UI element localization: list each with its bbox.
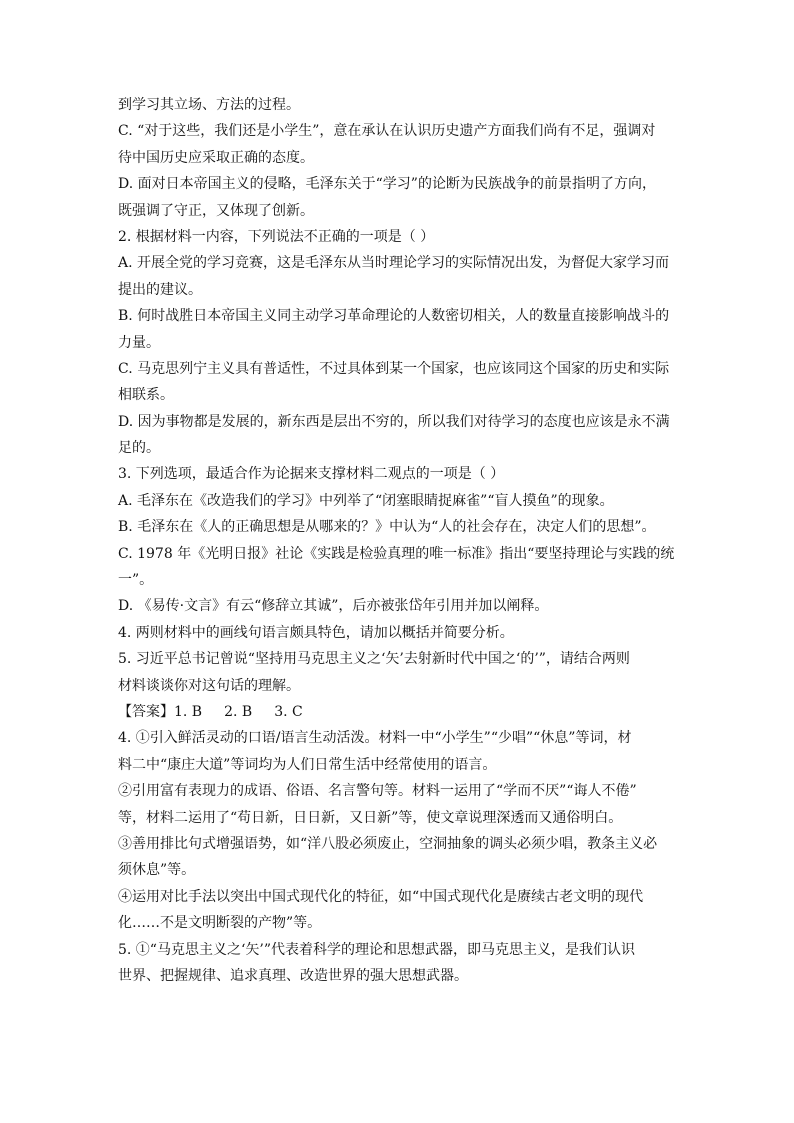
- answer-item: 1. B: [174, 703, 203, 720]
- text-line: 提出的建议。: [118, 281, 202, 298]
- text-line: 4. ①引入鲜活灵动的口语/语言生动活泼。材料一中“小学生”“少唱”“休息”等词，材: [118, 730, 632, 747]
- text-line: ③善用排比句式增强语势，如“洋八股必须废止，空洞抽象的调头必须少唱，教条主义必: [118, 835, 658, 852]
- text-line: 足的。: [118, 440, 160, 457]
- text-line: D. 《易传·文言》有云“修辞立其诚”，后亦被张岱年引用并加以阐释。: [118, 598, 549, 615]
- text-line: D. 因为事物都是发展的，新东西是层出不穷的，所以我们对待学习的态度也应该是永不满: [118, 413, 670, 430]
- text-line: C. 1978 年《光明日报》社论《实践是检验真理的唯一标准》指出“要坚持理论与实践的统: [118, 545, 675, 562]
- answer-line: [118, 699, 680, 725]
- text-line: D. 面对日本帝国主义的侵略，毛泽东关于“学习”的论断为民族战争的前景指明了方向，: [118, 176, 656, 193]
- answer-item: 2. B: [224, 703, 253, 720]
- text-line: 5. ①“马克思主义之‘矢’”代表着科学的理论和思想武器，即马克思主义，是我们认识: [118, 941, 636, 958]
- text-line: 力量。: [118, 334, 160, 351]
- text-line: 世界、把握规律、追求真理、改造世界的强大思想武器。: [118, 967, 468, 984]
- text-line: 待中国历史应采取正确的态度。: [118, 149, 314, 166]
- text-line: 到学习其立场、方法的过程。: [118, 97, 300, 113]
- text-line: ④运用对比手法以突出中国式现代化的特征，如“中国式现代化是赓续古老文明的现代: [118, 888, 644, 905]
- text-line: C. 马克思列宁主义具有普适性，不过具体到某一个国家，也应该同这个国家的历史和实际: [118, 360, 670, 377]
- answer-item: 3. C: [274, 703, 303, 720]
- text-line: 3. 下列选项，最适合作为论据来支撑材料二观点的一项是（ ）: [118, 466, 505, 483]
- text-line: 等，材料二运用了“苟日新，日日新，又日新”等，使文章说理深透而又通俗明白。: [118, 809, 623, 826]
- document-page: [118, 92, 680, 989]
- text-line: B. 毛泽东在《人的正确思想是从哪来的？》中认为“人的社会存在，决定人们的思想”。: [118, 519, 656, 536]
- text-line: 须休息”等。: [118, 862, 196, 879]
- answer-explanations: [118, 725, 680, 989]
- text-line: ②引用富有表现力的成语、俗语、名言警句等。材料一运用了“学而不厌”“诲人不倦”: [118, 783, 637, 800]
- text-line: 一”。: [118, 572, 154, 589]
- text-line: 既强调了守正，又体现了创新。: [118, 202, 314, 219]
- text-line: 材料谈谈你对这句话的理解。: [118, 677, 300, 694]
- text-line: 4. 两则材料中的画线句语言颇具特色，请加以概括并简要分析。: [118, 624, 514, 641]
- text-line: B. 何时战胜日本帝国主义同主动学习革命理论的人数密切相关，人的数量直接影响战斗的: [118, 308, 670, 325]
- text-line: 化……不是文明断裂的产物”等。: [118, 915, 322, 932]
- question-text: [118, 92, 680, 699]
- text-line: C. “对于这些，我们还是小学生”，意在承认在认识历史遗产方面我们尚有不足，强调对: [118, 123, 656, 140]
- text-line: A. 毛泽东在《改造我们的学习》中列举了“闭塞眼睛捉麻雀”“盲人摸鱼”的现象。: [118, 492, 614, 509]
- answer-label: 【答案】: [118, 703, 174, 720]
- text-line: 2. 根据材料一内容，下列说法不正确的一项是（ ）: [118, 228, 435, 245]
- text-line: A. 开展全党的学习竞赛，这是毛泽东从当时理论学习的实际情况出发，为督促大家学习而: [118, 255, 670, 272]
- text-line: 5. 习近平总书记曾说“坚持用马克思主义之‘矢’去射新时代中国之‘的’”，请结合两则: [118, 651, 630, 668]
- text-line: 料二中“康庄大道”等词均为人们日常生活中经常使用的语言。: [118, 756, 497, 773]
- text-line: 相联系。: [118, 387, 174, 404]
